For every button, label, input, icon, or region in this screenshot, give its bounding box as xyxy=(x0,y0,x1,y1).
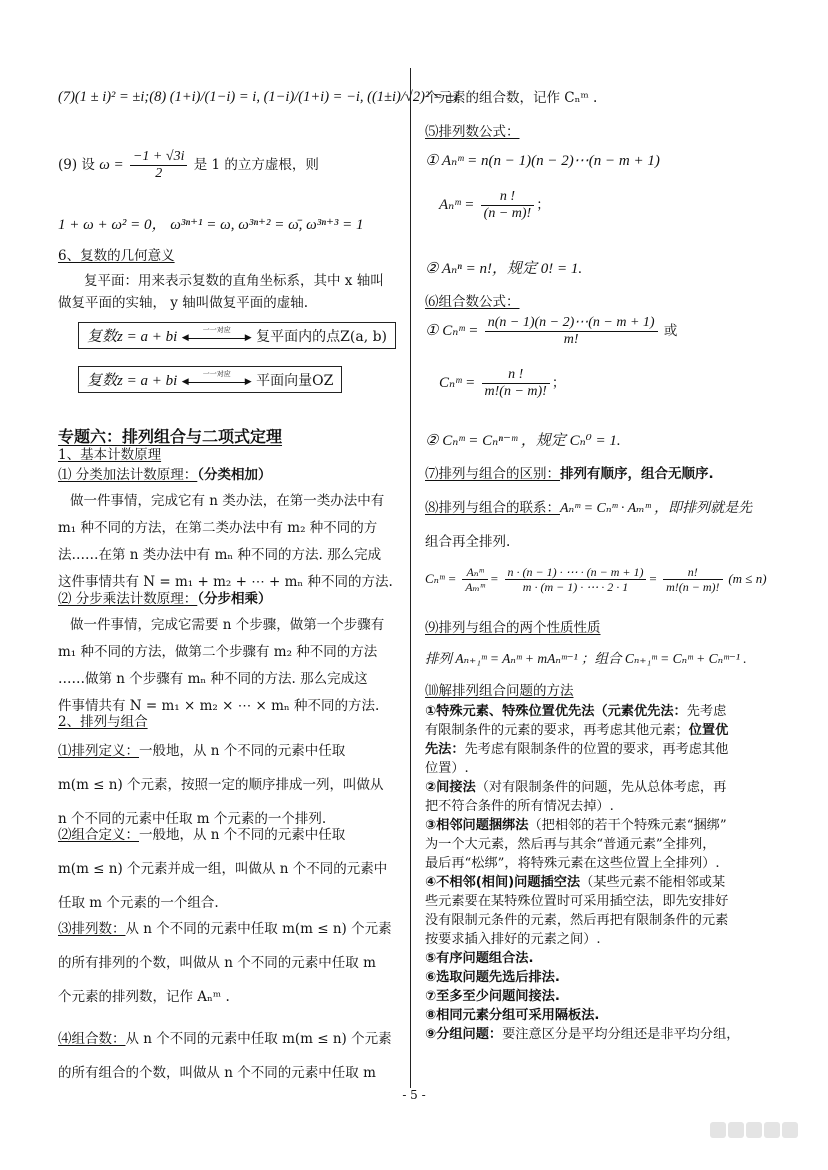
comb-formula-title: ⑹组合数公式： xyxy=(425,294,520,310)
comb-formula-symmetry: ② Cₙᵐ = Cₙⁿ⁻ᵐ ，规定 Cₙ⁰ = 1. xyxy=(425,433,621,449)
method-line: 没有限制元条件的元素，然后再把有限制条件的元素 xyxy=(425,913,729,928)
addition-principle-title: ⑴ 分类加法计数原理：（分类相加） xyxy=(58,467,272,483)
section-6-title: 6、复数的几何意义 xyxy=(58,248,175,264)
properties-formula: 排列 Aₙ₊₁ᵐ = Aₙᵐ + mAₙᵐ⁻¹ ；组合 Cₙ₊₁ᵐ = Cₙᵐ + Cₙᵐ⁻¹ . xyxy=(425,651,747,666)
methods-title: ⑽解排列组合问题的方法 xyxy=(425,683,574,699)
method-line: 先法：先考虑有限制条件的位置的要求，再考虑其他 xyxy=(425,742,729,757)
page-number: - 5 - xyxy=(402,1088,426,1102)
formula-7-8: (7)(1 ± i)² = ±i;(8) (1+i)/(1−i) = i, (1−i)/(1+i) = −i, ((1±i)/√2)² = ±i xyxy=(58,89,459,105)
section-6-body: 复平面：用来表示复数的直角坐标系，其中 x 轴叫 做复平面的实轴， y 轴叫做复平面的虚轴. xyxy=(58,273,384,311)
multiplication-principle-title: ⑵ 分步乘法计数原理：（分步相乘） xyxy=(58,591,272,607)
method-line: 把不符合条件的所有情况去掉）. xyxy=(425,799,614,814)
correspondence-box-point: 复数z = a + bi 一一对应 ◀ ▶ 复平面内的点Z(a, b) xyxy=(78,322,396,349)
method-line: 位置）. xyxy=(425,761,469,776)
perm-comb-title: 2、排列与组合 xyxy=(58,714,148,730)
omega-fraction: $\frac{-1 + √3i}{2}$ xyxy=(130,150,187,181)
omega-identity: 1 + ω + ω² = 0， ω³ⁿ⁺¹ = ω, ω³ⁿ⁺² = ω̄, ω³ⁿ⁺³ = 1 xyxy=(58,217,364,233)
method-line: ⑥选取问题先选后排法. xyxy=(425,970,560,985)
addition-principle-body: 做一件事情，完成它有 n 类办法，在第一类办法中有 m₁ 种不同的方法，在第二类办法中有 m₂ 种不同的方 法……在第 n 类办法中有 mₙ 种不同的方法. 那么完成 这件事情共有 N = m₁ + m₂ + ⋯ + mₙ 种不同的方法. xyxy=(58,493,393,590)
double-arrow-icon: 一一对应 ◀ ▶ xyxy=(181,326,252,343)
method-line: ③相邻问题捆绑法（把相邻的若干个特殊元素“捆绑” xyxy=(425,818,727,833)
method-line: 些元素要在某特殊位置时可采用插空法，即先安排好 xyxy=(425,894,729,909)
combination-number: ⑷组合数：从 n 个不同的元素中任取 m(m ≤ n) 个元素 的所有组合的个数，叫做从 n 个不同的元素中任取 m xyxy=(58,1031,392,1081)
multiplication-principle-body: 做一件事情，完成它需要 n 个步骤，做第一个步骤有 m₁ 种不同的方法，做第二个步骤有 m₂ 种不同的方法 ……做第 n 个步骤有 mₙ 种不同的方法. 那么完成这 件事情共有 N = m₁ × m₂ × ⋯ × mₙ 种不同的方法. xyxy=(58,617,385,714)
properties-title: ⑼排列与组合的两个性质性质 xyxy=(425,620,601,636)
perm-comb-relation-body: 组合再全排列. xyxy=(425,534,511,550)
topic-title: 专题六：排列组合与二项式定理 xyxy=(58,427,283,446)
perm-formula-product: ① Aₙᵐ = n(n − 1)(n − 2)⋯(n − m + 1) xyxy=(425,153,660,169)
perm-comb-relation: ⑻排列与组合的联系：Aₙᵐ = Cₙᵐ · Aₘᵐ ，即排列就是先 xyxy=(425,500,753,516)
correspondence-box-vector: 复数z = a + bi 一一对应 ◀ ▶ 平面向量OZ xyxy=(78,366,342,393)
method-line: ⑦至多至少问题间接法. xyxy=(425,989,560,1004)
double-arrow-icon: 一一对应 ◀ ▶ xyxy=(181,370,252,387)
comb-formula-factorial: Cₙᵐ = $\frac{n !}{m!(n - m)!}$ ； xyxy=(439,367,566,399)
method-line: 最后再“松绑”，将特殊元素在这些位置上全排列）. xyxy=(425,856,720,871)
method-line: ⑧相同元素分组可采用隔板法. xyxy=(425,1008,600,1023)
perm-formula-full: ② Aₙⁿ = n!，规定 0! = 1. xyxy=(425,261,583,277)
method-line: ①特殊元素、特殊位置优先法（元素优先法：先考虑 xyxy=(425,704,727,719)
perm-comb-difference: ⑺排列与组合的区别：排列有顺序，组合无顺序. xyxy=(425,466,714,482)
permutation-definition: ⑴排列定义：一般地，从 n 个不同的元素中任取 m(m ≤ n) 个元素，按照一定的顺序排成一列，叫做从 n 个不同的元素中任取 m 个元素的一个排列. xyxy=(58,743,384,827)
method-line: ②间接法（对有限制条件的问题，先从总体考虑，再 xyxy=(425,780,727,795)
method-line: 为一个大元素，然后再与其余“普通元素”全排列， xyxy=(425,837,716,852)
method-line: ④不相邻(相间)问题插空法（某些元素不能相邻或某 xyxy=(425,875,726,890)
method-line: 有限制条件的元素的要求，再考虑其他元素；位置优 xyxy=(425,723,729,738)
watermark-logo xyxy=(710,1122,820,1144)
combination-definition: ⑵组合定义：一般地，从 n 个不同的元素中任取 m(m ≤ n) 个元素并成一组，叫做从 n 个不同的元素中 任取 m 个元素的一个组合. xyxy=(58,827,388,911)
method-line: ⑤有序问题组合法. xyxy=(425,951,534,966)
formula-9: (9) 设 ω = $\frac{-1 + √3i}{2}$ 是 1 的立方虚根，则 xyxy=(58,149,319,181)
methods-list xyxy=(425,702,787,1044)
permutation-number: ⑶排列数：从 n 个不同的元素中任取 m(m ≤ n) 个元素 的所有排列的个数，叫做从 n 个不同的元素中任取 m 个元素的排列数，记作 Aₙᵐ . xyxy=(58,921,392,1005)
basic-counting-title: 1、基本计数原理 xyxy=(58,447,162,463)
combination-expansion: Cₙᵐ = $\frac{\text{Aₙᵐ}}{\text{Aₘᵐ}}$ = $\frac{n \cdot (n - 1) \cdot \cdots \cdot (n - m + 1)}{m \cdot (m - 1) \cdot \cdots \cdot 2 \cdot 1}$ = $\frac{n!}{m!(n - m)!}$ (m ≤ n) xyxy=(425,565,767,594)
perm-formula-factorial: Aₙᵐ = $\frac{n !}{(n - m)!}$ ； xyxy=(439,189,550,221)
column-divider xyxy=(410,68,411,1088)
method-line: 按要求插入排好的元素之间）. xyxy=(425,932,601,947)
perm-formula-title: ⑸排列数公式： xyxy=(425,124,520,140)
method-line: ⑨分组问题：要注意区分是平均分组还是非平均分组， xyxy=(425,1027,740,1042)
combination-number-cont: 个元素的组合数，记作 Cₙᵐ . xyxy=(425,90,598,106)
comb-formula-product: ① Cₙᵐ = $\frac{n(n - 1)(n - 2)\cdots(n - m + 1)}{m!}$ 或 xyxy=(425,315,678,347)
